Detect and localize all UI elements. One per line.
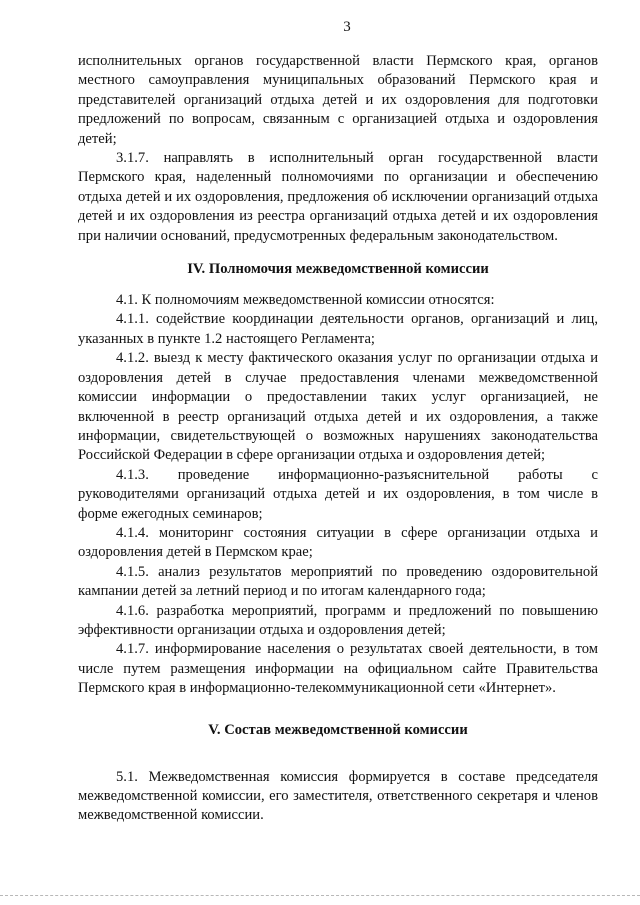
page-number: 3 (343, 19, 351, 35)
paragraph-4-1-4: 4.1.4. мониторинг состояния ситуации в сфере организации отдыха и оздоровления детей в Пермском крае; (78, 524, 598, 561)
section-4-heading: IV. Полномочия межведомственной комиссии (187, 261, 489, 278)
paragraph-4-1-3: 4.1.3. проведение информационно-разъяснительной работы с руководителями организаций отдыха детей и их оздоровления, в том числе в форме ежегодных семинаров; (78, 466, 598, 522)
paragraph-4-1-2: 4.1.2. выезд к месту фактического оказания услуг по организации отдыха и оздоровления детей в случае предоставления членами межведомственной комиссии информации о предоставлении таких услуг организацией, не включенной в реестр организаций отдыха детей и их оздоровления, а также информации, свидетельствующей о возможных нарушениях законодательства Российской Федерации в сфере организации отдыха и оздоровления детей; (78, 350, 598, 464)
paragraph-continuation: исполнительных органов государственной власти Пермского края, органов местного самоуправления муниципальных образований Пермского края и представителей организаций отдыха детей и их оздоровления для подготовки предложений по вопросам, связанным с организацией отдыха и оздоровления детей; (78, 53, 598, 147)
paragraph-4-1-6: 4.1.6. разработка мероприятий, программ и предложений по повышению эффективности организации отдыха и оздоровления детей; (78, 602, 598, 638)
paragraph-4-1: 4.1. К полномочиям межведомственной комиссии относятся: (116, 292, 495, 309)
paragraph-4-1-1: 4.1.1. содействие координации деятельности органов, организаций и лиц, указанных в пункте 1.2 настоящего Регламента; (78, 311, 598, 347)
paragraph-5-1: 5.1. Межведомственная комиссия формируется в составе председателя межведомственной комиссии, его заместителя, ответственного секретаря и членов межведомственной комиссии. (78, 768, 598, 824)
section-5-heading: V. Состав межведомственной комиссии (208, 721, 468, 738)
paragraph-3-1-7: 3.1.7. направлять в исполнительный орган государственной власти Пермского края, наделенный полномочиями по организации и обеспечению отдыха детей и их оздоровления, предложения об исключении организаций отдыха детей и их оздоровления из реестра организаций отдыха детей и их оздоровления при наличии оснований, предусмотренных федеральным законодательством. (78, 150, 598, 244)
page-bottom-divider (0, 895, 640, 896)
paragraph-4-1-5: 4.1.5. анализ результатов мероприятий по проведению оздоровительной кампании детей за летний период и по итогам календарного года; (78, 563, 598, 600)
paragraph-4-1-7: 4.1.7. информирование населения о результатах своей деятельности, в том числе путем размещения информации на официальном сайте Правительства Пермского края в информационно-телекоммуникационной сети «Интернет». (78, 641, 598, 697)
document-page (78, 18, 598, 826)
